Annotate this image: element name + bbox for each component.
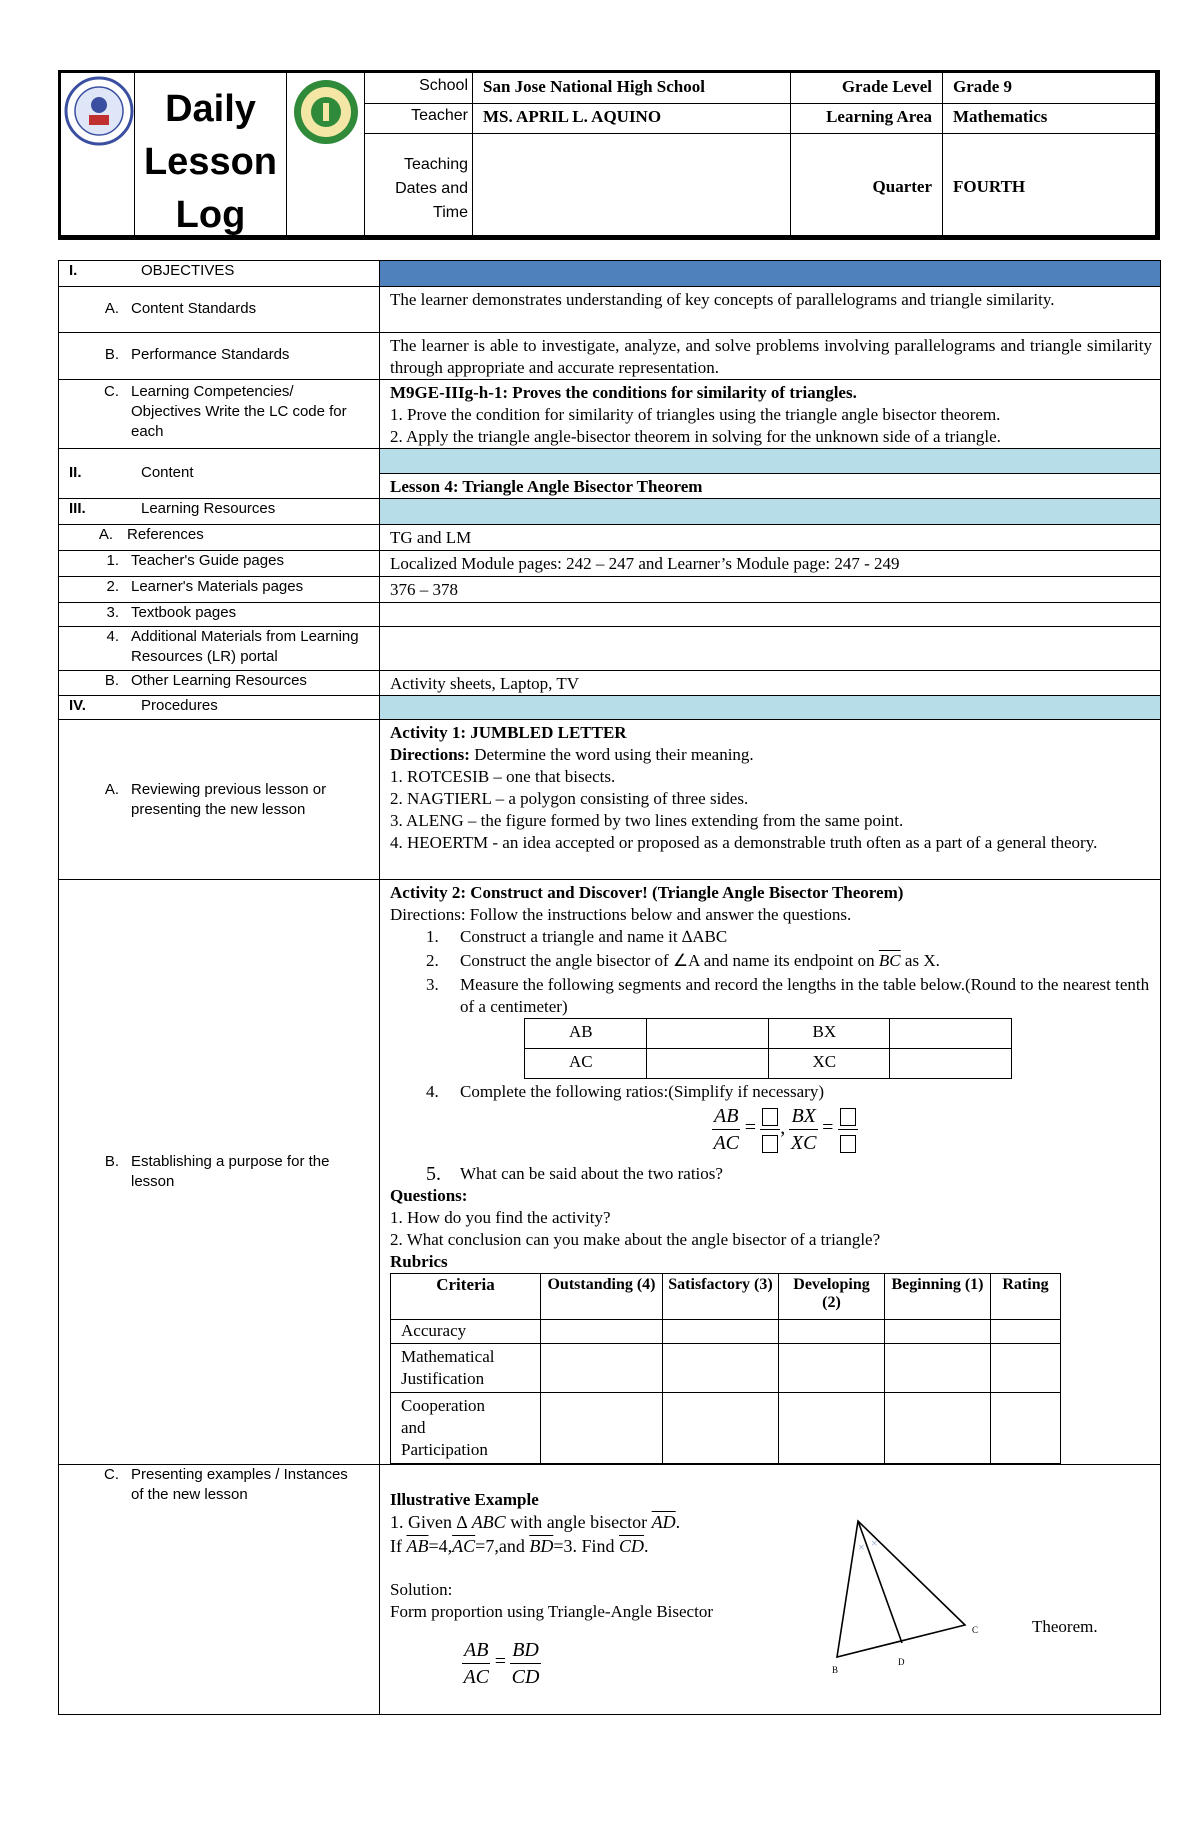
school-logo-cell [287,73,365,238]
objectives-header-row [59,261,1161,287]
resources-band [380,499,1161,525]
proc-a-row [59,720,1161,880]
prop-bottom-right: CD [511,1666,540,1688]
proc-a-dir-label: Directions: [390,745,470,764]
prop-top-right: BD [510,1637,541,1664]
rubric-cell[interactable] [779,1393,885,1464]
content-standards-num: A. [104,300,119,317]
angle-mark-1: × [858,1540,865,1554]
given-mid: with angle bisector [505,1512,652,1532]
teacher-value: MS. APRIL L. AQUINO [483,107,662,126]
references-value: TG and LM [380,525,1161,551]
title-line-2: Lesson [143,141,278,183]
find-text: Find [576,1536,619,1556]
references-row [59,525,1161,551]
rubrics-label: Rubrics [390,1252,448,1271]
rubric-cell[interactable] [663,1320,779,1344]
seg-cd: $\overline{CD}$ [619,1536,645,1556]
jumble-item-2: 2. NAGTIERL – a polygon consisting of three sides. [390,789,749,808]
prop-bottom-left: AC [463,1666,489,1688]
given-pre: 1. Given [390,1512,457,1532]
triangle-figure [832,1491,992,1675]
grade-value: Grade 9 [953,77,1013,96]
step-3-text: Measure the following segments and record the lengths in the table below.(Round to the nearest tenth of a centimeter) [460,975,1150,1016]
angle-mark-2: × [871,1536,878,1550]
theorem-word: Theorem. [1032,1617,1098,1636]
area-value: Mathematics [953,107,1048,126]
performance-standards-row [59,333,1161,380]
rubric-header: Satisfactory (3) [663,1274,779,1320]
proc-a-num: A. [104,780,119,798]
rubric-cell[interactable] [663,1393,779,1464]
grade-label: Grade Level [841,77,932,96]
prop-left [462,1637,490,1690]
content-label: Content [141,464,194,481]
measure-row [525,1019,1012,1049]
rubric-header: Rating [991,1274,1061,1320]
other-resources-num: B. [104,672,119,689]
textbook-row [59,603,1161,627]
questions-label: Questions: [390,1186,468,1205]
ratio-1 [712,1103,740,1156]
textbook-num: 3. [106,604,119,621]
measure-row [525,1049,1012,1079]
ratio-1-bottom: AC [713,1132,739,1154]
tg-row [59,551,1161,577]
rubric-header: Beginning (1) [885,1274,991,1320]
title-line-3: Log [175,194,246,236]
other-resources-value: Activity sheets, Laptop, TV [380,671,1161,696]
rubric-criterion: Accuracy [391,1320,541,1344]
rubric-header: Criteria [391,1274,541,1320]
rubric-cell[interactable] [541,1320,663,1344]
objectives-band [380,261,1161,287]
measure-cell: XC [768,1049,890,1079]
lm-row [59,577,1161,603]
objectives-label: OBJECTIVES [141,262,235,279]
jumble-item-1: 1. ROTCESIB – one that bisects. [390,767,616,786]
lr-portal-num: 4. [106,628,119,645]
tg-num: 1. [106,552,119,569]
content-cell [380,449,1161,499]
ratio-2-top: BX [789,1103,817,1130]
deped-seal-icon [63,75,135,147]
ratio-2-bottom: XC [790,1132,817,1154]
rubric-criterion: Mathematical Justification [391,1344,541,1393]
dates-label-line-3: Time [433,204,468,221]
content-standards-row [59,287,1161,333]
procedures-header-row [59,696,1161,720]
resources-header-row [59,499,1161,525]
content-num: II. [69,464,82,481]
rubric-header: Developing (2) [779,1274,885,1320]
textbook-value [380,603,1161,627]
measure-table [524,1018,1012,1079]
seg-ab-val: =4, [428,1536,453,1556]
tg-label: Teacher's Guide pages [131,552,284,569]
references-label: References [127,526,204,543]
measure-cell: AB [525,1019,647,1049]
measure-cell: AC [525,1049,647,1079]
step-1-text: Construct a triangle and name it ∆ABC [460,927,728,946]
labels2-column [791,73,943,238]
seg-bd-val: =3. [553,1536,577,1556]
rubric-cell[interactable] [991,1393,1061,1464]
ratio-2 [789,1103,817,1156]
references-num: A. [98,526,113,543]
solution-text: Form proportion using Triangle-Angle Bisector [390,1602,713,1621]
step-4-text: Complete the following ratios:(Simplify if necessary) [460,1082,825,1101]
proc-b-title: Activity 2: Construct and Discover! (Triangle Angle Bisector Theorem) [390,883,904,902]
proportion: $\frac{AB}{AC}$ = $\frac{BD}{CD}$ [463,1639,540,1688]
measure-input[interactable] [646,1049,768,1079]
competencies-num: C. [104,383,119,400]
find-end: . [644,1536,649,1556]
area-label: Learning Area [826,107,932,126]
step-1-num: 1. [426,927,439,946]
procedures-label: Procedures [141,697,218,714]
competencies-label: Learning Competencies/ Objectives Write the LC code for each [131,383,347,440]
given-triangle: ∆ ABC [456,1512,506,1532]
proc-b-cell [380,880,1161,1465]
step-4-num: 4. [426,1082,439,1101]
label-c: C [972,1625,979,1635]
step-2-num: 2. [426,951,439,970]
deped-seal-cell [61,73,135,238]
quarter-label: Quarter [872,177,932,196]
seg-ab: $\overline{AB}$ [406,1536,429,1556]
proc-b-label: Establishing a purpose for the lesson [131,1153,330,1190]
rubric-header: Outstanding (4) [541,1274,663,1320]
other-resources-row [59,671,1161,696]
step-5-text: What can be said about the two ratios? [460,1164,723,1183]
content-value: Lesson 4: Triangle Angle Bisector Theorem [390,477,703,496]
prop-top-left: AB [462,1637,490,1664]
dates-label-line-2: Dates and [395,180,468,197]
question-1: 1. How do you find the activity? [390,1208,611,1227]
and-text: and [498,1536,530,1556]
rubric-cell[interactable] [779,1320,885,1344]
rubric-cell[interactable] [885,1344,991,1393]
header-divider-1 [365,103,1155,104]
rubric-cell[interactable] [991,1320,1061,1344]
competencies-cell [380,380,1161,449]
proc-b-directions: Directions: Follow the instructions below and answer the questions. [390,905,852,924]
textbook-label: Textbook pages [131,604,237,621]
jumble-item-3: 3. ALENG – the figure formed by two lines extending from the same point. [390,811,904,830]
proc-b-row [59,880,1161,1465]
proc-a-label: Reviewing previous lesson or presenting the new lesson [131,780,327,818]
answer-fraction-2[interactable] [838,1103,858,1156]
lesson-log-table [58,260,1161,1715]
measure-cell: BX [768,1019,890,1049]
performance-standards-label: Performance Standards [131,346,290,363]
proc-b-num: B. [104,1153,119,1170]
performance-standards-value: The learner is able to investigate, analyze, and solve problems involving parallelograms and triangle similarity through appropriate and accurate representation. [380,333,1161,380]
rubric-criterion [391,1393,541,1464]
school-label: School [419,77,468,94]
rubric-row [391,1393,1061,1464]
procedures-num: IV. [69,697,86,714]
content-standards-value: The learner demonstrates understanding of key concepts of parallelograms and triangle similarity. [380,287,1161,333]
step-5-num: 5. [426,1163,441,1185]
competencies-code: M9GE-IIIg-h-1: Proves the conditions for similarity of triangles. [390,383,857,402]
other-resources-label: Other Learning Resources [131,672,307,689]
measure-input[interactable] [646,1019,768,1049]
lm-num: 2. [106,578,119,595]
proc-c-num: C. [104,1466,119,1483]
proc-a-cell [380,720,1161,880]
measure-input[interactable] [890,1049,1012,1079]
lm-label: Learner's Materials pages [131,578,304,595]
resources-num: III. [69,500,86,517]
header-divider-2 [365,133,1155,134]
step-2-pre: Construct the angle bisector of ∠A and name its endpoint on [460,951,879,970]
ratio-equations: $\frac{AB}{AC}$ = , $\frac{BX}{XC}$ = [390,1103,1152,1163]
quarter-value: FOURTH [953,177,1026,196]
dates-label-line-1: Teaching [403,156,468,173]
performance-standards-num: B. [104,346,119,363]
teacher-label: Teacher [411,107,468,124]
given-segment: $\overline{AD}$ [651,1512,676,1532]
tg-value: Localized Module pages: 242 – 247 and Learner’s Module page: 247 - 249 [380,551,1161,577]
procedures-band [380,696,1161,720]
header-table [58,70,1160,240]
solution-label: Solution: [390,1580,453,1599]
resources-label: Learning Resources [141,500,276,517]
rubric-criterion-text: Cooperation and Participation [401,1396,488,1459]
measure-input[interactable] [890,1019,1012,1049]
competencies-row [59,380,1161,449]
rubric-cell[interactable] [885,1393,991,1464]
dates-label [365,153,468,225]
proc-c-label: Presenting examples / Instances of the new lesson [131,1466,348,1503]
lr-portal-row [59,627,1161,671]
school-value: San Jose National High School [483,77,705,96]
school-logo-icon [291,77,361,147]
example-title: Illustrative Example [390,1490,539,1509]
objectives-num: I. [69,262,78,279]
content-standards-label: Content Standards [131,300,257,317]
triangle-abc [837,1521,965,1657]
rubric-cell[interactable] [541,1393,663,1464]
proc-a-title: Activity 1: JUMBLED LETTER [390,723,627,742]
seg-bd: $\overline{BD}$ [529,1536,554,1556]
proc-c-row [59,1465,1161,1715]
rubric-cell[interactable] [991,1344,1061,1393]
lr-portal-label: Additional Materials from Learning Resources (LR) portal [131,628,359,665]
question-2: 2. What conclusion can you make about the angle bisector of a triangle? [390,1230,881,1249]
seg-ac: $\overline{AC}$ [452,1536,476,1556]
rubric-cell[interactable] [885,1320,991,1344]
jumble-item-4: 4. HEOERTM - an idea accepted or proposed as a demonstrable truth often as a part of a general theory. [390,833,1098,852]
content-row [59,449,1161,499]
rubric-cell[interactable] [663,1344,779,1393]
rubric-row [391,1344,1061,1393]
rubric-row [391,1320,1061,1344]
rubric-cell[interactable] [541,1344,663,1393]
rubric-cell[interactable] [779,1344,885,1393]
label-d: D [898,1657,905,1667]
step-2-seg: $\overline{BC}$ [878,951,901,970]
values2-column [943,73,1155,238]
prop-right [510,1637,541,1690]
answer-fraction-1[interactable] [760,1103,780,1156]
proc-a-dir-text: Determine the word using their meaning. [469,745,754,764]
rubric-header-row [391,1274,1061,1320]
proc-c-cell [380,1465,1161,1715]
competencies-item-1: 1. Prove the condition for similarity of triangles using the triangle angle bisector theorem. [390,405,1001,424]
step-2-post: as X. [900,951,940,970]
label-b: B [832,1665,839,1675]
title-line-1: Daily [165,88,256,130]
lr-portal-value [380,627,1161,671]
values-column [473,73,791,238]
step-3-num: 3. [426,975,439,994]
labels-column [365,73,473,238]
competencies-item-2: 2. Apply the triangle angle-bisector theorem in solving for the unknown side of a triangle. [390,427,1001,446]
if-pre: If [390,1536,407,1556]
content-band [380,449,1160,474]
ratio-1-top: AB [712,1103,740,1130]
title-cell [135,73,287,238]
rubrics-table [390,1273,1061,1464]
given-end: . [675,1512,681,1532]
seg-ac-val: =7, [475,1536,499,1556]
lm-value: 376 – 378 [380,577,1161,603]
